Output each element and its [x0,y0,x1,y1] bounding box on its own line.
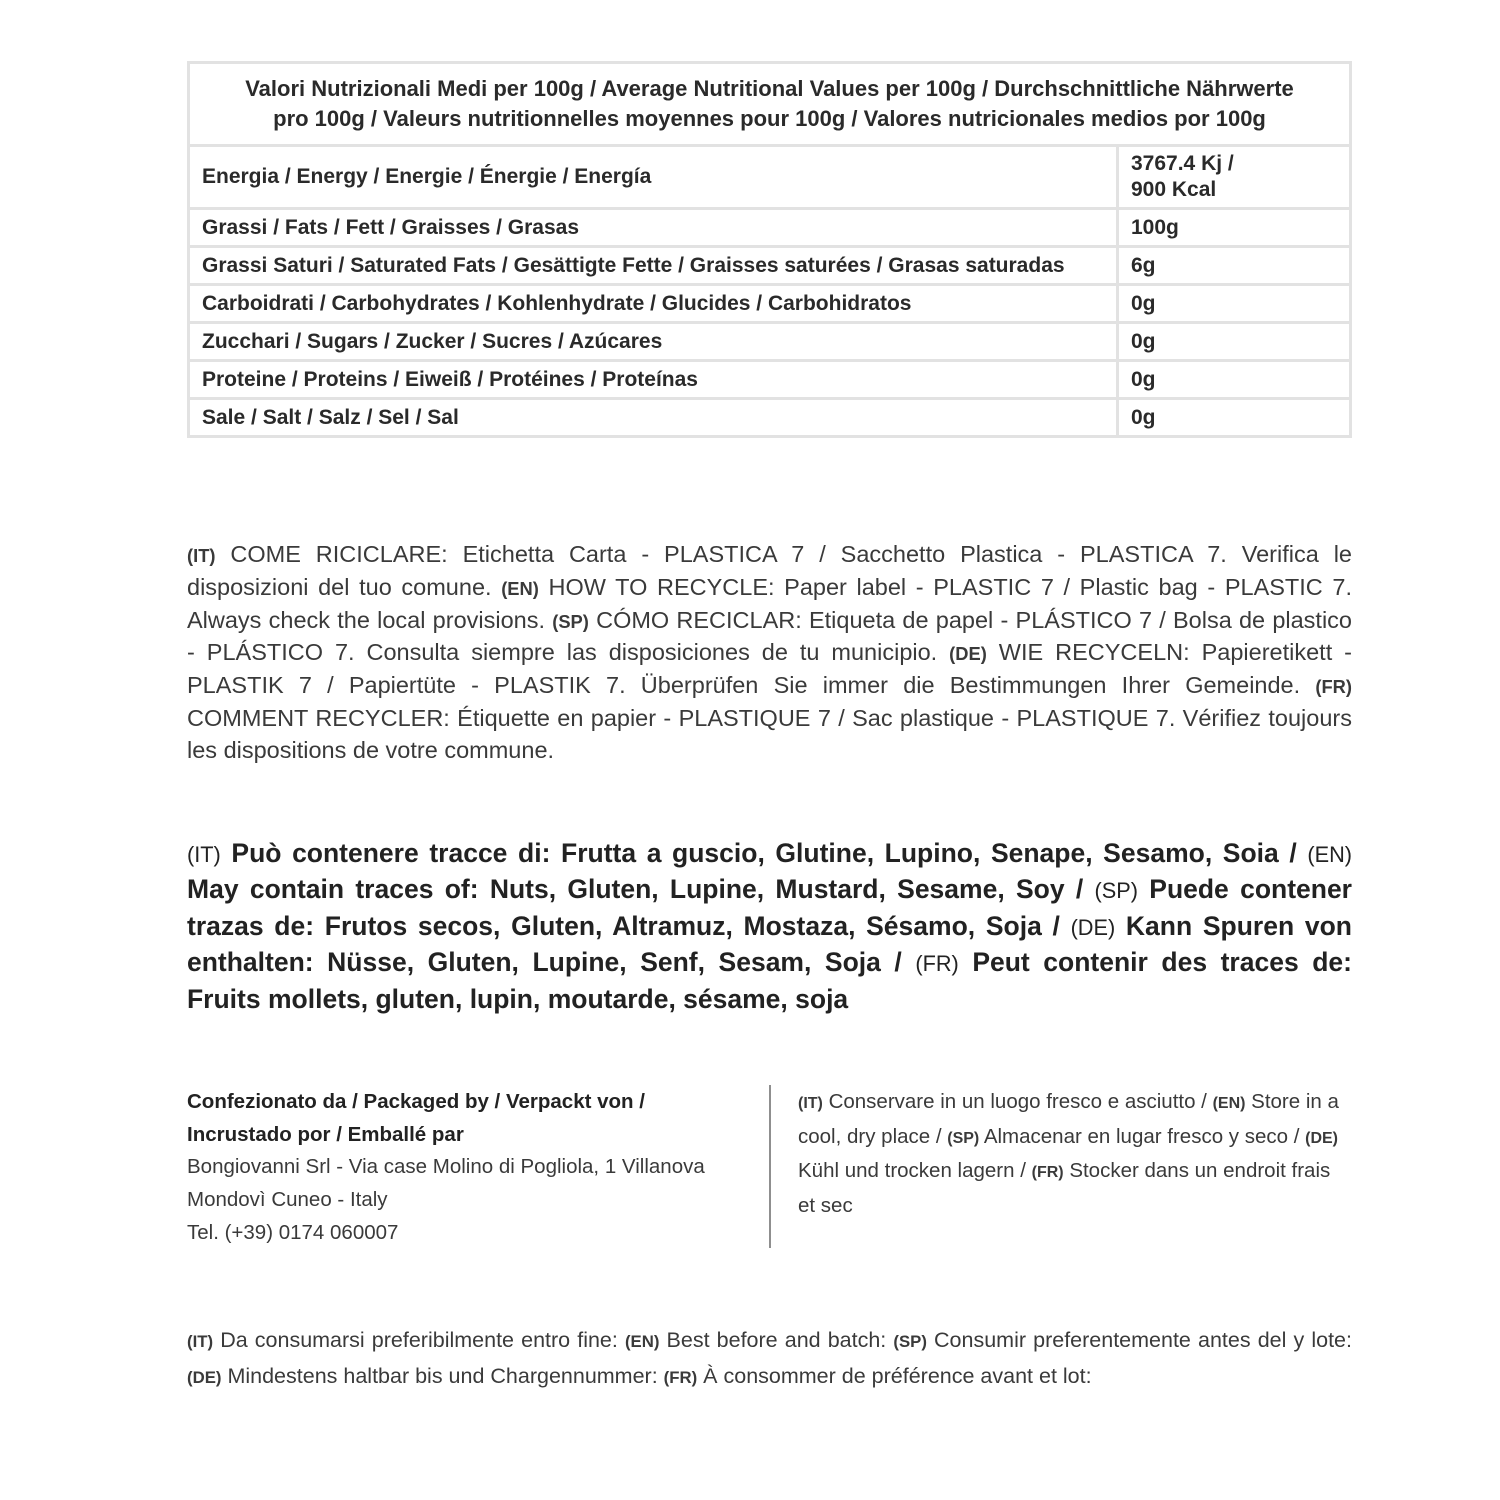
allergen-text: Kann Spuren von enthalten: Nüsse, Gluten, Lupine, Senf, Sesam, Soja / [187,910,1352,978]
nutrition-label: Grassi / Fats / Fett / Graisses / Grasas [189,209,1118,247]
nutrition-value: 0g [1118,399,1351,437]
packager-title-line2: Incrustado por / Emballé par [187,1122,464,1146]
energy-kj: 3767.4 Kj / [1131,152,1234,175]
language-tag: (SP) [1094,878,1138,904]
packager-address-line1: Bongiovanni Srl - Via case Molino di Pogliola, 1 Villanova [187,1155,705,1179]
nutrition-row-saturated-fats [189,247,1351,285]
nutrition-row-carbohydrates [189,285,1351,323]
language-tag: (SP) [552,610,589,632]
language-tag: (IT) [798,1095,823,1112]
nutrition-row-salt [189,399,1351,437]
nutrition-table-header [189,63,1351,146]
energy-kcal: 900 Kcal [1131,178,1217,201]
packager-title-line1: Confezionato da / Packaged by / Verpackt von / [187,1090,645,1113]
nutrition-header-line1: Valori Nutrizionali Medi per 100g / Average Nutritional Values per 100g / Durchschnittliche Nährwerte [245,76,1294,101]
nutrition-label: Zucchari / Sugars / Zucker / Sucres / Azúcares [189,323,1118,361]
nutrition-label: Energia / Energy / Energie / Énergie / Energía [189,146,1118,209]
best-before-text: Mindestens haltbar bis und Chargennummer: [227,1364,658,1388]
recycling-text: COMMENT RECYCLER: Étiquette en papier - PLASTIQUE 7 / Sac plastique - PLASTIQUE 7. Vérifiez toujours les dispositions de votre commune. [187,704,1352,763]
nutrition-value [1118,146,1351,209]
language-tag: (DE) [187,1368,222,1387]
storage-text: Stocker dans un endroit frais et sec [798,1159,1331,1218]
recycling-text: WIE RECYCELN: Papieretikett - PLASTIK 7 / Papiertüte - PLASTIK 7. Überprüfen Sie immer die Bestimmungen Ihrer Gemeinde. [187,639,1352,699]
language-tag: (IT) [187,1332,214,1351]
recycling-text: COME RICICLARE: Etichetta Carta - PLASTICA 7 / Sacchetto Plastica - PLASTICA 7. Verifica le disposizioni del tuo comune. [187,541,1352,600]
language-tag: (IT) [187,842,221,867]
storage-text: Conservare in un luogo fresco e asciutto / [828,1090,1207,1113]
packager-address-line2: Mondovì Cuneo - Italy [187,1188,388,1212]
packager-info [187,1086,747,1250]
language-tag: (FR) [915,951,959,977]
nutrition-header-line2: pro 100g / Valeurs nutritionnelles moyennes pour 100g / Valores nutricionales medios por 100g [273,106,1266,131]
nutrition-value: 100g [1118,209,1351,247]
language-tag: (FR) [1315,676,1352,698]
language-tag: (EN) [1212,1095,1246,1112]
best-before-text: Best before and batch: [666,1328,887,1352]
language-tag: (SP) [893,1332,927,1351]
allergen-text: Può contenere tracce di: Frutta a guscio, Glutine, Lupino, Senape, Sesamo, Soia / [231,838,1297,868]
best-before-text: Da consumarsi preferibilmente entro fine: [220,1328,618,1352]
allergen-text: May contain traces of: Nuts, Gluten, Lupine, Mustard, Sesame, Soy / [187,874,1084,905]
language-tag: (FR) [663,1368,698,1387]
nutrition-label: Grassi Saturi / Saturated Fats / Gesättigte Fette / Graisses saturées / Grasas saturadas [189,247,1118,285]
best-before-text: À consommer de préférence avant et lot: [703,1364,1092,1388]
nutrition-label: Carboidrati / Carbohydrates / Kohlenhydrate / Glucides / Carbohidratos [189,285,1118,323]
language-tag: (EN) [501,577,539,599]
packager-phone: Tel. (+39) 0174 060007 [187,1220,399,1244]
nutrition-value: 6g [1118,247,1351,285]
nutrition-value: 0g [1118,285,1351,323]
language-tag: (EN) [1307,842,1352,867]
column-divider [769,1085,771,1248]
storage-instructions [798,1086,1352,1223]
recycling-text: HOW TO RECYCLE: Paper label - PLASTIC 7 / Plastic bag - PLASTIC 7. Always check the local provisions. [187,573,1353,633]
nutrition-row-sugars [189,323,1351,361]
language-tag: (FR) [1031,1164,1064,1182]
storage-text: Kühl und trocken lagern / [798,1159,1026,1183]
language-tag: (DE) [1305,1129,1339,1147]
best-before-text: Consumir preferentemente antes del y lote: [934,1328,1352,1352]
language-tag: (DE) [1070,914,1116,940]
language-tag: (IT) [187,545,216,566]
nutrition-label: Sale / Salt / Salz / Sel / Sal [189,399,1118,437]
storage-text: Store in a cool, dry place / [798,1090,1339,1148]
allergen-warning [187,836,1352,1017]
nutrition-value: 0g [1118,361,1351,399]
nutrition-row-energy [189,146,1351,209]
nutrition-row-fats [189,209,1351,247]
best-before-info [187,1323,1352,1395]
recycling-text: CÓMO RECICLAR: Etiqueta de papel - PLÁSTICO 7 / Bolsa de plastico - PLÁSTICO 7. Consulta siempre las disposiciones de tu municipio. [187,606,1353,666]
nutrition-row-proteins [189,361,1351,399]
nutrition-value: 0g [1118,323,1351,361]
language-tag: (DE) [949,643,987,665]
language-tag: (EN) [624,1332,660,1351]
language-tag: (SP) [947,1129,980,1147]
recycling-instructions [187,539,1352,767]
allergen-text: Puede contener trazas de: Frutos secos, Gluten, Altramuz, Mostaza, Sésamo, Soja / [187,874,1352,941]
nutrition-label: Proteine / Proteins / Eiweiß / Protéines / Proteínas [189,361,1118,399]
allergen-text: Peut contenir des traces de: Fruits mollets, gluten, lupin, moutarde, sésame, soja [187,947,1352,1014]
nutrition-table [187,61,1352,438]
storage-text: Almacenar en lugar fresco y seco / [983,1124,1300,1148]
